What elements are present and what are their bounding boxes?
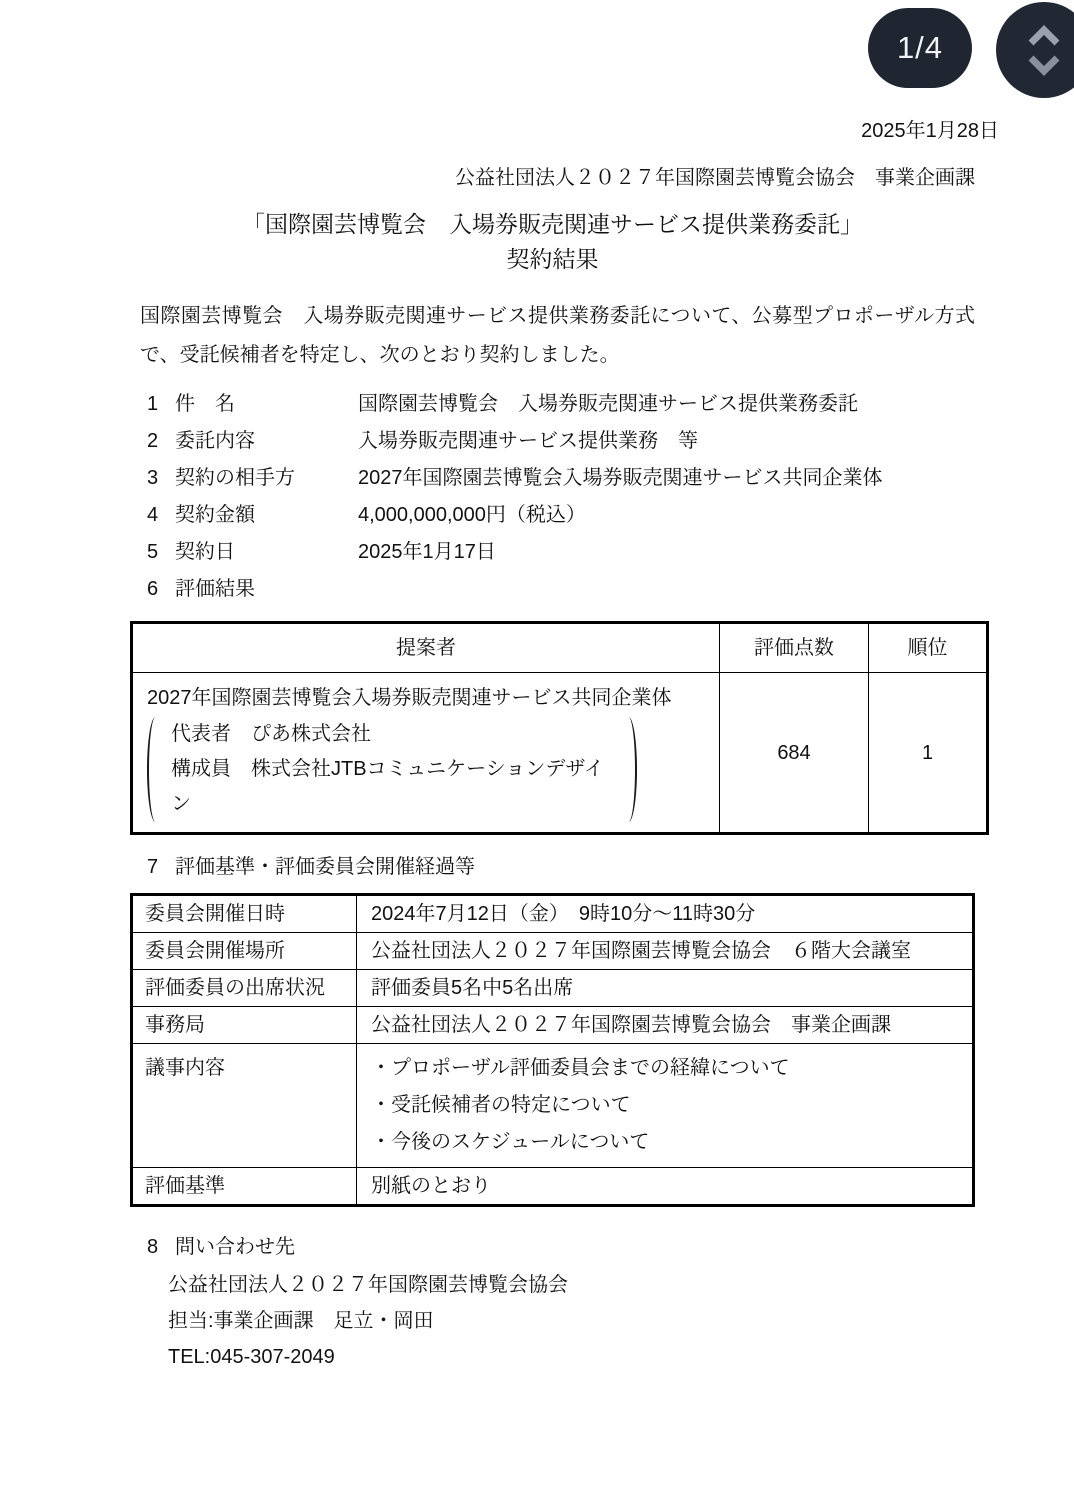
item-number: 3: [147, 467, 159, 489]
table-header-row: [132, 623, 988, 673]
row-value: 公益社団法人２０２７年国際園芸博覧会協会 ６階大会議室: [357, 933, 974, 970]
agenda-line: ・今後のスケジュールについて: [371, 1131, 650, 1153]
row-value: 評価委員5名中5名出席: [357, 970, 974, 1007]
table-row-criteria: [132, 1168, 974, 1206]
item-number: 4: [147, 504, 159, 526]
contact-organization: 公益社団法人２０２７年国際園芸博覧会協会: [168, 1274, 568, 1296]
issuing-organization: 公益社団法人２０２７年国際園芸博覧会協会 事業企画課: [455, 167, 975, 189]
row-label: 委員会開催日時: [132, 895, 357, 933]
document-title-line1: 「国際園芸博覧会 入場券販売関連サービス提供業務委託」: [242, 211, 863, 237]
document-date: 2025年1月28日: [861, 120, 999, 142]
section-7-heading: [130, 853, 975, 881]
item-contract-party: [130, 460, 975, 497]
table-row-agenda: [132, 1044, 974, 1168]
item-label: 委託内容: [175, 430, 255, 452]
page-nav-button[interactable]: [996, 2, 1074, 98]
proposer-name: 2027年国際園芸博覧会入場券販売関連サービス共同企業体: [147, 687, 672, 709]
agenda-line: ・受託候補者の特定について: [371, 1094, 631, 1116]
left-paren-decoration: [147, 717, 164, 822]
item-contract-amount: [130, 497, 975, 534]
document-title-line2: 契約結果: [506, 246, 599, 272]
row-label: 評価基準: [132, 1168, 357, 1206]
section-title: 評価基準・評価委員会開催経過等: [175, 856, 475, 878]
rank-cell: 1: [869, 673, 988, 834]
page-indicator-label: 1/4: [896, 30, 944, 65]
section-8-heading: [130, 1233, 975, 1261]
item-label: 契約日: [175, 541, 235, 563]
member-line: 構成員 株式会社JTBコミュニケーションデザイン: [171, 758, 604, 815]
table-row-attendance: [132, 970, 974, 1007]
item-value: 4,000,000,000円（税込）: [358, 504, 586, 526]
section-title: 問い合わせ先: [175, 1236, 295, 1258]
row-label: 委員会開催場所: [132, 933, 357, 970]
item-label: 評価結果: [175, 578, 255, 600]
item-label: 契約金額: [175, 504, 255, 526]
item-label: 契約の相手方: [175, 467, 295, 489]
evaluation-result-table: [130, 621, 989, 835]
table-row-datetime: [132, 895, 974, 933]
section-8-contact: [130, 1233, 975, 1375]
item-evaluation-result: [130, 571, 975, 608]
item-name: [130, 386, 975, 423]
item-value: 入場券販売関連サービス提供業務 等: [358, 430, 698, 452]
member-lines: [171, 717, 620, 822]
committee-table: [130, 893, 975, 1207]
table-row-venue: [132, 933, 974, 970]
row-label: 事務局: [132, 1007, 357, 1044]
row-value: 別紙のとおり: [357, 1168, 974, 1206]
item-value: 国際園芸博覧会 入場券販売関連サービス提供業務委託: [358, 393, 858, 415]
item-value: 2025年1月17日: [358, 541, 496, 563]
row-label: 評価委員の出席状況: [132, 970, 357, 1007]
section-number: 8: [147, 1236, 159, 1258]
row-label: 議事内容: [132, 1044, 357, 1168]
intro-paragraph: 国際園芸博覧会 入場券販売関連サービス提供業務委託について、公募型プロポーザル方式で、受託候補者を特定し、次のとおり契約しました。: [140, 305, 975, 366]
contact-person: 担当:事業企画課 足立・岡田: [168, 1310, 434, 1332]
table-row: [132, 673, 988, 834]
row-value: 2024年7月12日（金） 9時10分～11時30分: [357, 895, 974, 933]
item-scope: [130, 423, 975, 460]
header-rank: 順位: [869, 623, 988, 673]
contact-phone: TEL:045-307-2049: [168, 1346, 335, 1368]
document-title: [130, 207, 975, 277]
item-contract-date: [130, 534, 975, 571]
right-paren-decoration: [620, 717, 637, 822]
chevron-down-icon[interactable]: [1026, 54, 1062, 78]
item-number: 5: [147, 541, 159, 563]
item-number: 6: [147, 578, 159, 600]
consortium-members: [147, 717, 637, 822]
item-number: 2: [147, 430, 159, 452]
contact-details: [130, 1267, 975, 1375]
numbered-items: [130, 386, 975, 608]
header-score: 評価点数: [720, 623, 869, 673]
page-indicator-badge: [868, 8, 972, 88]
item-value: 2027年国際園芸博覧会入場券販売関連サービス共同企業体: [358, 467, 883, 489]
proposer-cell: [132, 673, 720, 834]
item-value: [358, 571, 975, 608]
score-cell: 684: [720, 673, 869, 834]
row-value: 公益社団法人２０２７年国際園芸博覧会協会 事業企画課: [357, 1007, 974, 1044]
row-value: [357, 1044, 974, 1168]
agenda-line: ・プロポーザル評価委員会までの経緯について: [371, 1057, 790, 1079]
chevron-up-icon[interactable]: [1026, 23, 1062, 47]
section-number: 7: [147, 856, 159, 878]
item-number: 1: [147, 393, 159, 415]
header-proposer: 提案者: [132, 623, 720, 673]
table-row-secretariat: [132, 1007, 974, 1044]
item-label: 件 名: [175, 393, 235, 415]
document-content: [130, 118, 999, 1375]
representative-line: 代表者 ぴあ株式会社: [171, 723, 371, 745]
